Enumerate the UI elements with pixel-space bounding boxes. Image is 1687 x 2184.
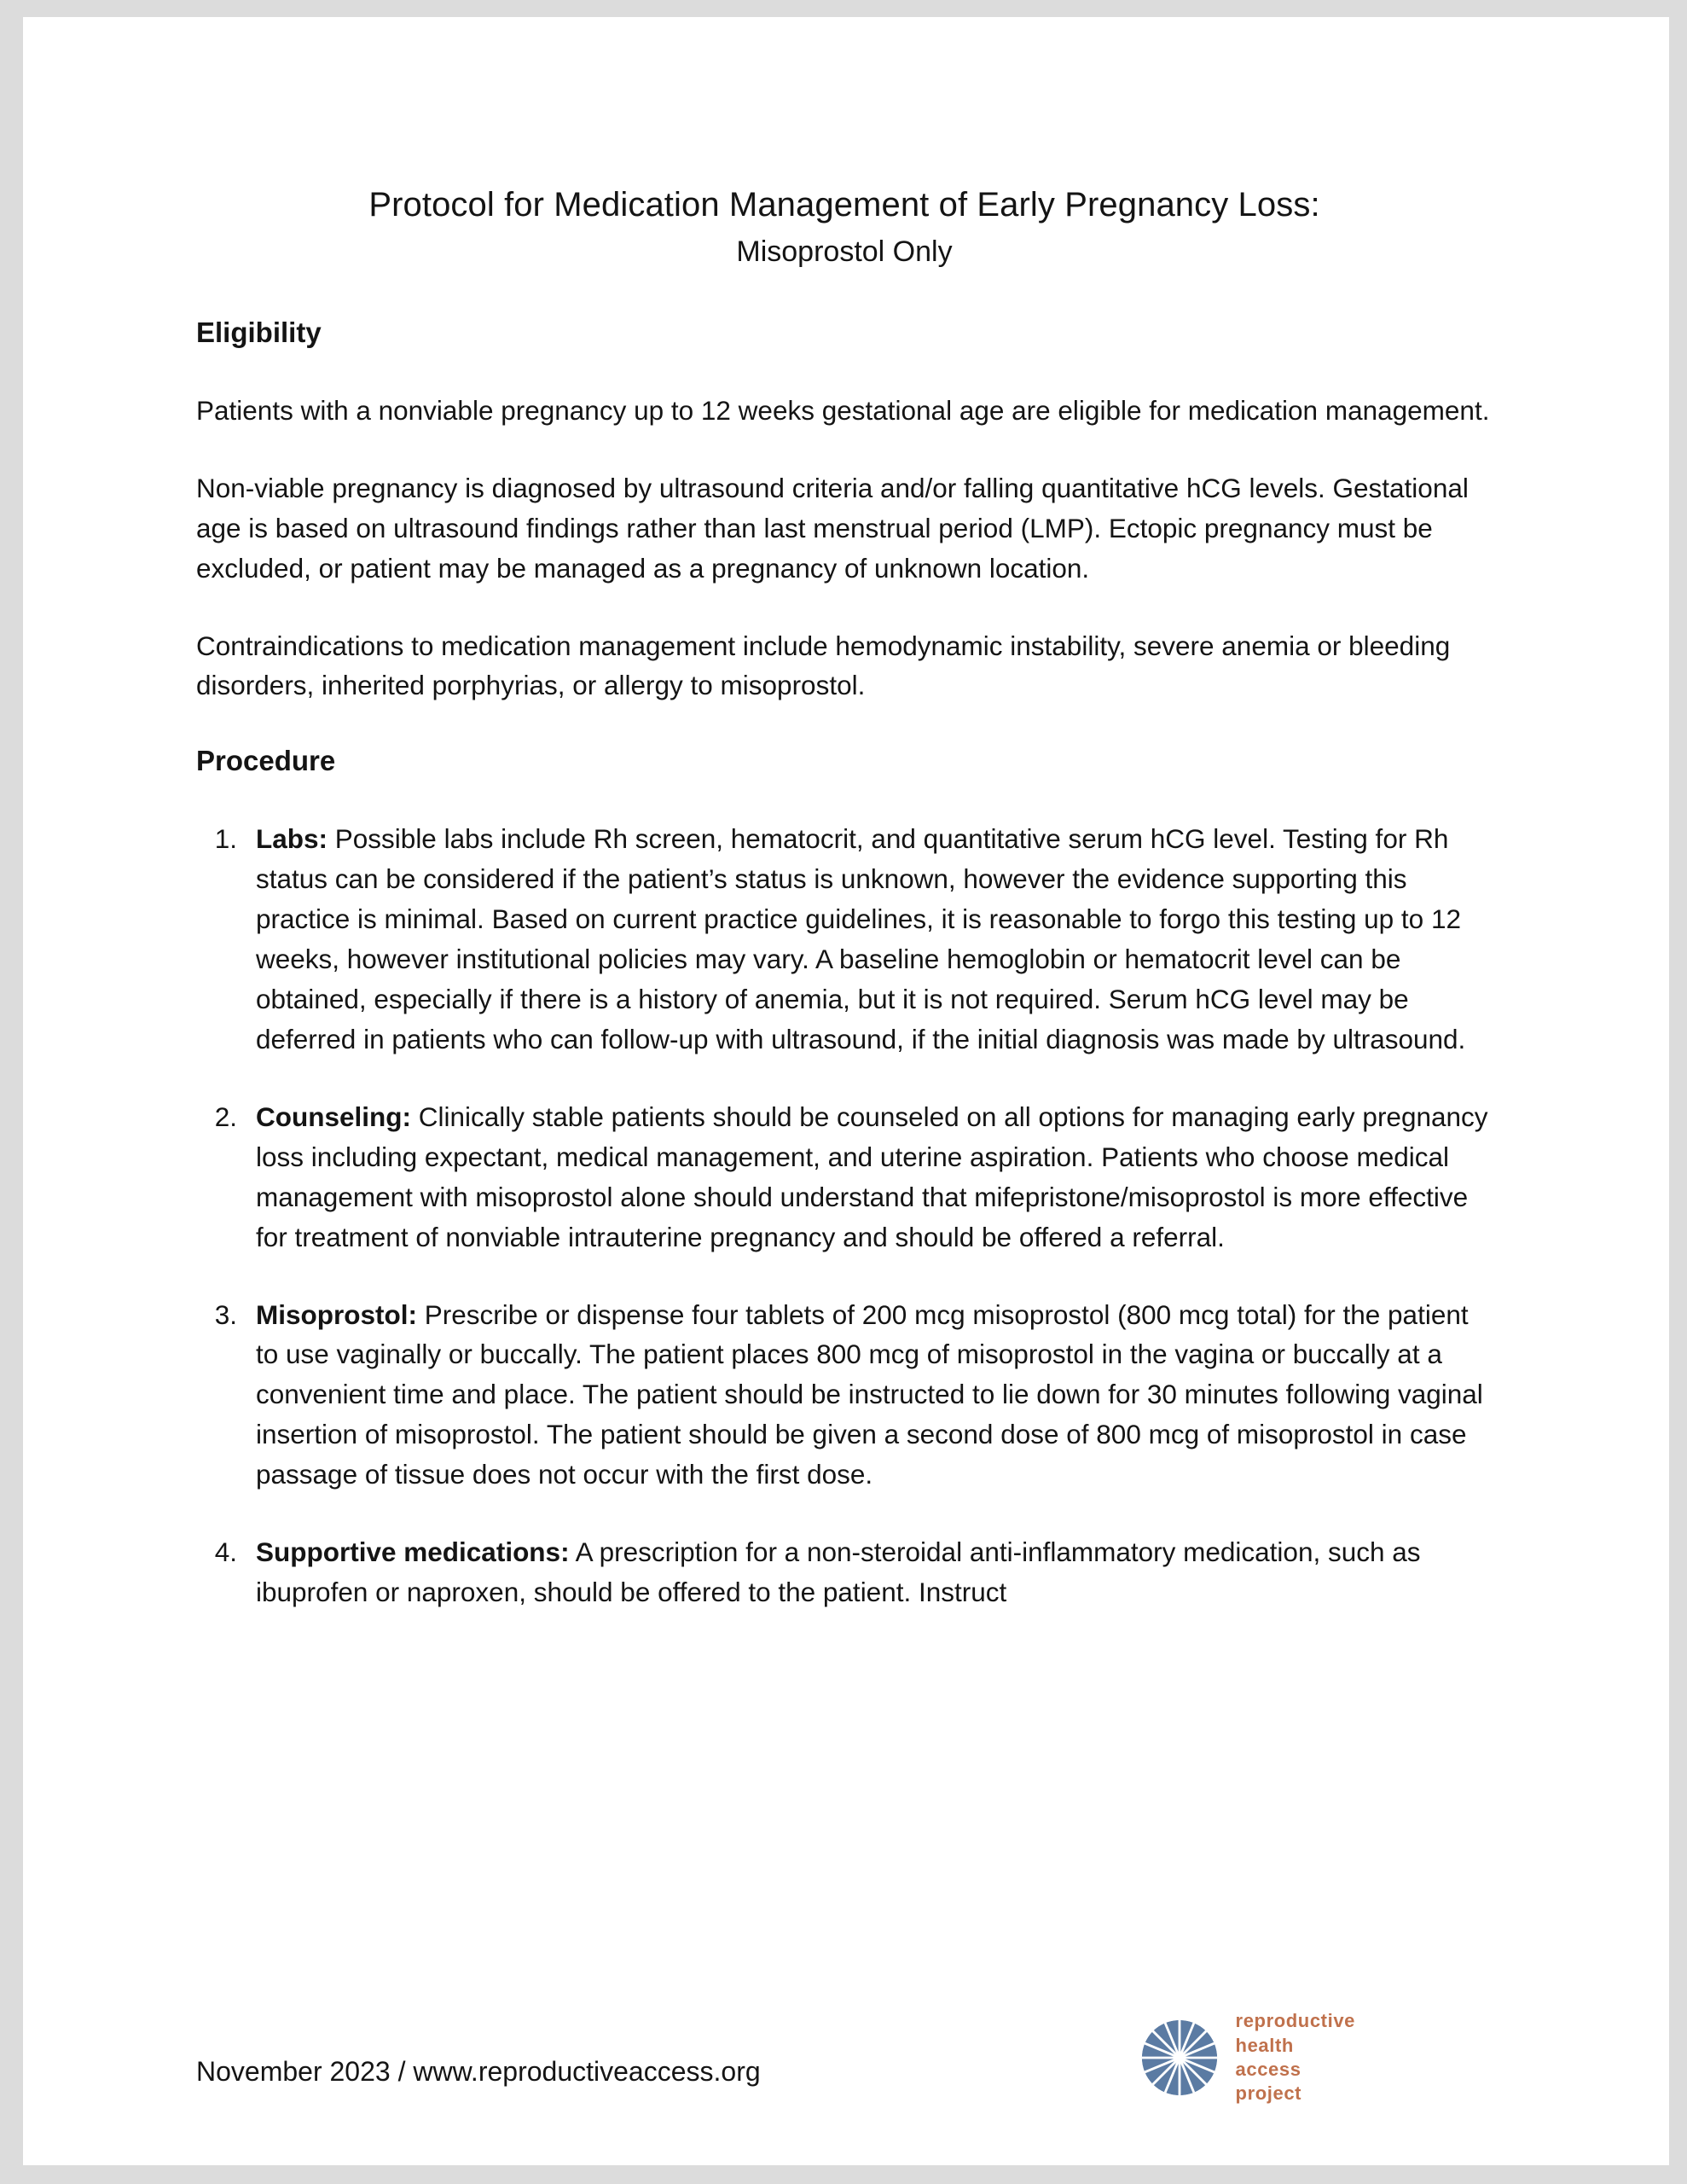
procedure-item-text: Prescribe or dispense four tablets of 200 mcg misoprostol (800 mcg total) for the patient to use vaginally or buccally. The patient places 800 mcg of misoprostol in the vagina or buccally at a convenient time and place. The patient should be instructed to lie down for 30 minutes following vaginal insertion of misoprostol. The patient should be given a second dose of 800 mcg of misoprostol in case passage of tissue does not occur with the first dose.	[256, 1298, 1483, 1490]
procedure-item-number: 2.	[214, 1101, 237, 1132]
logo-word-health: health	[1235, 2034, 1294, 2056]
footer-date-and-url: November 2023 / www.reproductiveaccess.org	[196, 2056, 761, 2088]
procedure-item-text: Clinically stable patients should be counseled on all options for managing early pregnancy loss including expectant, medical management, and uterine aspiration. Patients who choose medical management with misoprostol alone should understand that mifepristone/misoprostol is more effective for treatment of nonviable intrauterine pregnancy and should be offered a referral.	[256, 1101, 1488, 1252]
eligibility-paragraph-2: Non-viable pregnancy is diagnosed by ultrasound criteria and/or falling quantitative hCG levels. Gestational age is based on ultrasound findings rather than last menstrual period (LMP). Ectopic pregnancy must be excluded, or patient may be managed as a pregnancy of unknown location.	[196, 472, 1469, 584]
organization-logo	[1140, 2009, 1355, 2106]
procedure-item-label: Labs:	[256, 823, 328, 855]
eligibility-paragraph-3: Contraindications to medication management include hemodynamic instability, severe anemia or bleeding disorders, inherited porphyrias, or allergy to misoprostol.	[196, 630, 1451, 701]
document-subtitle: Misoprostol Only	[736, 235, 953, 268]
logo-wordmark	[1236, 2009, 1355, 2106]
document-page	[23, 17, 1669, 2165]
section-heading-procedure: Procedure	[196, 745, 336, 777]
document-title-block	[196, 184, 1493, 270]
document-footer	[196, 1984, 1499, 2112]
section-heading-eligibility: Eligibility	[196, 316, 322, 348]
document-title: Protocol for Medication Management of Early Pregnancy Loss:	[368, 186, 1320, 224]
procedure-item-label: Counseling:	[256, 1101, 411, 1132]
procedure-item-number: 3.	[214, 1298, 237, 1330]
procedure-item-label: Supportive medications:	[256, 1536, 570, 1568]
document-content	[196, 184, 1493, 1612]
eligibility-paragraph-1: Patients with a nonviable pregnancy up to 12 weeks gestational age are eligible for medication management.	[196, 394, 1490, 426]
procedure-list	[196, 819, 1493, 1612]
logo-word-reproductive: reproductive	[1235, 2010, 1355, 2032]
procedure-item-number: 4.	[214, 1536, 237, 1568]
procedure-item-text: Possible labs include Rh screen, hematocrit, and quantitative serum hCG level. Testing for Rh status can be considered if the patient’s status is unknown, however the evidence supporting this practice is minimal. Based on current practice guidelines, it is reasonable to forgo this testing up to 12 weeks, however institutional policies may vary. A baseline hemoglobin or hematocrit level can be obtained, especially if there is a history of anemia, but it is not required. Serum hCG level may be deferred in patients who can follow-up with ultrasound, if the initial diagnosis was made by ultrasound.	[256, 823, 1466, 1054]
logo-word-access: access	[1235, 2058, 1301, 2080]
procedure-list-item	[196, 819, 1493, 1060]
starburst-icon	[1140, 2018, 1219, 2097]
procedure-item-label: Misoprostol:	[256, 1298, 417, 1330]
procedure-item-number: 1.	[214, 823, 237, 855]
procedure-list-item	[196, 1295, 1493, 1496]
procedure-item-text: A prescription for a non-steroidal anti-inflammatory medication, such as ibuprofen or naproxen, should be offered to the patient. Instruct	[256, 1536, 1421, 1608]
procedure-list-item	[196, 1532, 1493, 1612]
procedure-list-item	[196, 1097, 1493, 1258]
logo-word-project: project	[1235, 2082, 1302, 2104]
